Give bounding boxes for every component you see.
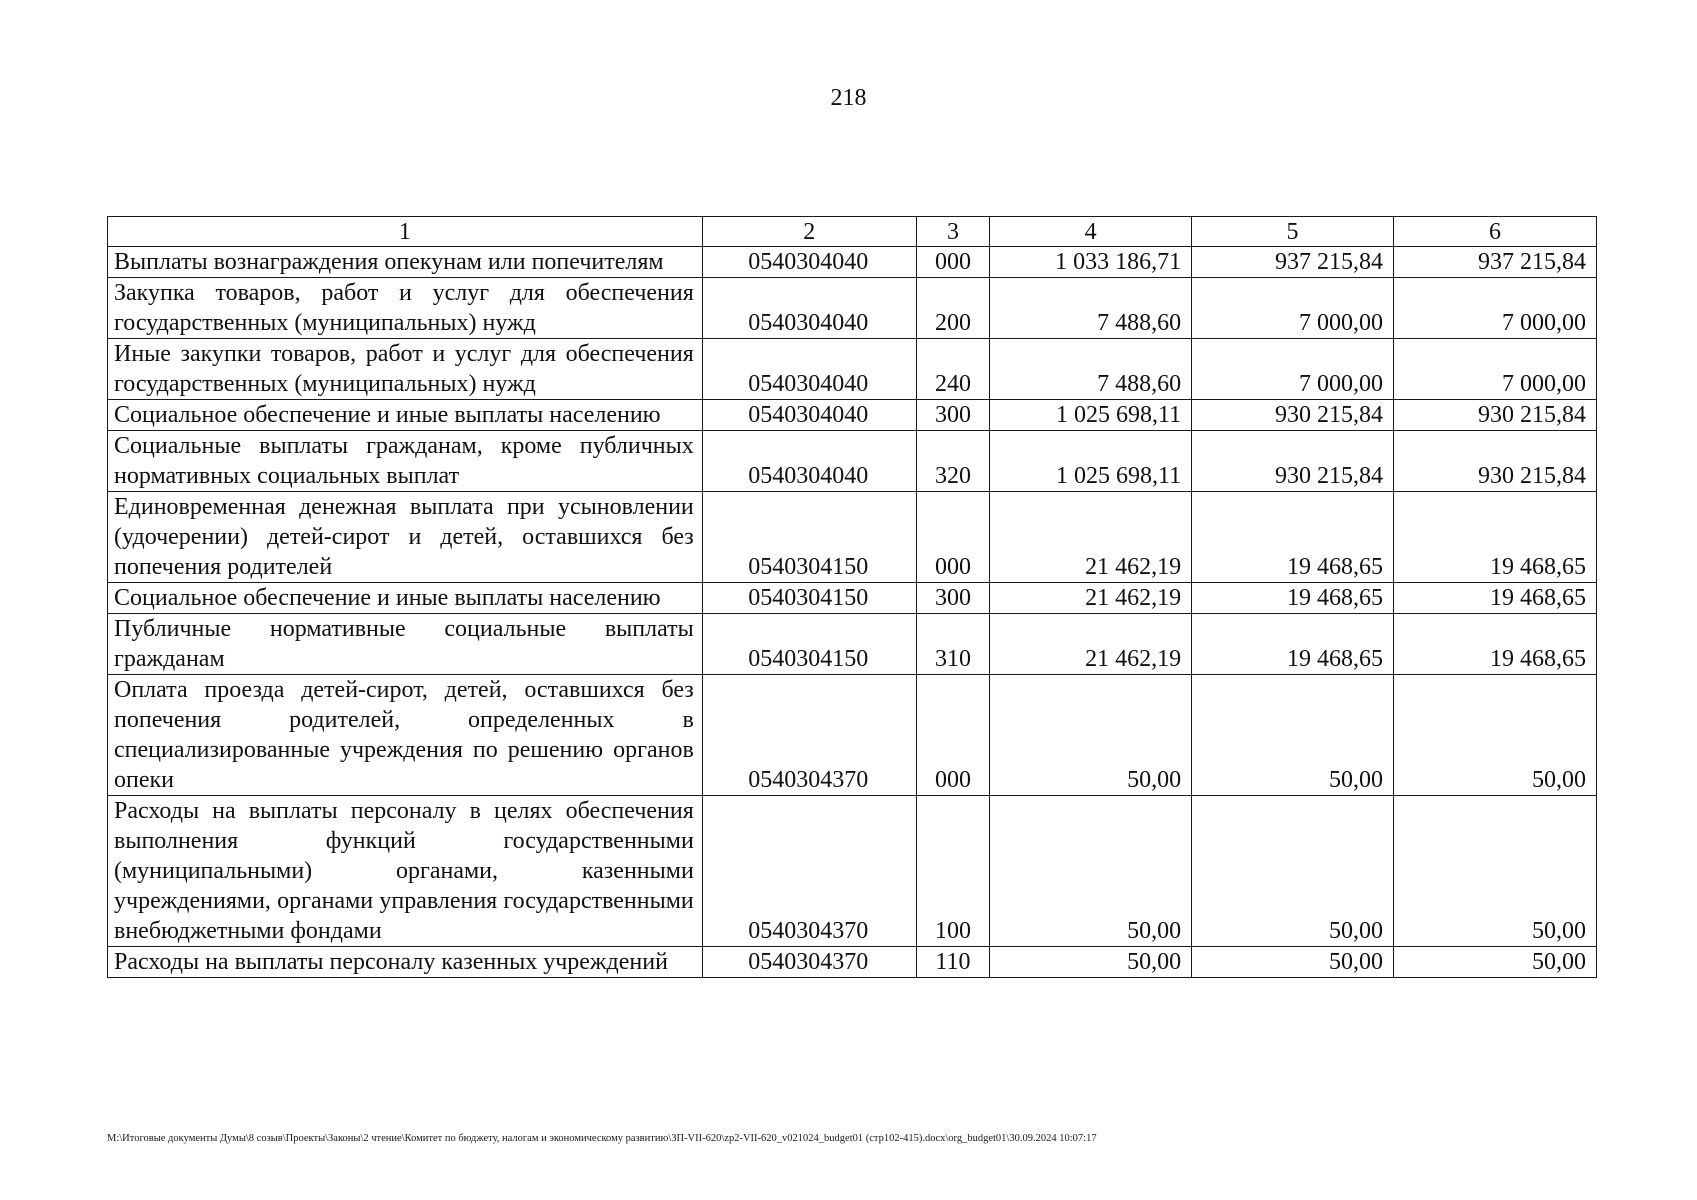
table-row xyxy=(108,431,1597,492)
table-body xyxy=(108,247,1597,978)
row-code-cell: 0540304040 xyxy=(702,339,916,400)
row-value-3-cell: 19 468,65 xyxy=(1394,583,1597,614)
row-value-2-cell: 19 468,65 xyxy=(1192,583,1394,614)
row-value-3-cell: 937 215,84 xyxy=(1394,247,1597,278)
row-value-3-cell: 7 000,00 xyxy=(1394,339,1597,400)
row-type-cell: 320 xyxy=(916,431,989,492)
row-value-2-cell: 19 468,65 xyxy=(1192,614,1394,675)
row-value-1-cell: 50,00 xyxy=(990,947,1192,978)
row-type-cell: 110 xyxy=(916,947,989,978)
row-name-cell: Социальное обеспечение и иные выплаты населению xyxy=(108,400,703,431)
table-row xyxy=(108,278,1597,339)
table-row xyxy=(108,583,1597,614)
row-code-cell: 0540304150 xyxy=(702,614,916,675)
table-row xyxy=(108,492,1597,583)
row-code-cell: 0540304040 xyxy=(702,278,916,339)
row-type-cell: 310 xyxy=(916,614,989,675)
row-value-1-cell: 50,00 xyxy=(990,675,1192,796)
row-value-3-cell: 930 215,84 xyxy=(1394,431,1597,492)
row-type-cell: 240 xyxy=(916,339,989,400)
row-value-1-cell: 50,00 xyxy=(990,796,1192,947)
row-value-3-cell: 19 468,65 xyxy=(1394,492,1597,583)
row-value-3-cell: 50,00 xyxy=(1394,675,1597,796)
row-name-cell: Выплаты вознаграждения опекунам или попечителям xyxy=(108,247,703,278)
column-header: 2 xyxy=(702,217,916,247)
row-type-cell: 000 xyxy=(916,675,989,796)
row-value-1-cell: 1 025 698,11 xyxy=(990,431,1192,492)
row-name-cell: Социальное обеспечение и иные выплаты населению xyxy=(108,583,703,614)
row-code-cell: 0540304370 xyxy=(702,675,916,796)
column-header: 6 xyxy=(1394,217,1597,247)
row-value-2-cell: 50,00 xyxy=(1192,796,1394,947)
table-row xyxy=(108,675,1597,796)
table-header-row xyxy=(108,217,1597,247)
row-value-1-cell: 1 025 698,11 xyxy=(990,400,1192,431)
column-header: 5 xyxy=(1192,217,1394,247)
row-type-cell: 200 xyxy=(916,278,989,339)
table-row xyxy=(108,400,1597,431)
column-header: 1 xyxy=(108,217,703,247)
row-code-cell: 0540304040 xyxy=(702,431,916,492)
column-header: 4 xyxy=(990,217,1192,247)
table-row xyxy=(108,796,1597,947)
row-type-cell: 300 xyxy=(916,583,989,614)
row-value-3-cell: 50,00 xyxy=(1394,796,1597,947)
row-value-3-cell: 19 468,65 xyxy=(1394,614,1597,675)
row-value-1-cell: 1 033 186,71 xyxy=(990,247,1192,278)
row-value-2-cell: 7 000,00 xyxy=(1192,278,1394,339)
table-row xyxy=(108,339,1597,400)
budget-table xyxy=(107,216,1597,978)
row-value-2-cell: 19 468,65 xyxy=(1192,492,1394,583)
row-code-cell: 0540304150 xyxy=(702,583,916,614)
row-value-2-cell: 937 215,84 xyxy=(1192,247,1394,278)
table-row xyxy=(108,614,1597,675)
row-name-cell: Расходы на выплаты персоналу в целях обеспечения выполнения функций государственными (муниципальными) органами, казенными учреждениями, органами управления государственными внебюджетными фондами xyxy=(108,796,703,947)
row-value-2-cell: 930 215,84 xyxy=(1192,431,1394,492)
row-value-3-cell: 7 000,00 xyxy=(1394,278,1597,339)
row-code-cell: 0540304370 xyxy=(702,796,916,947)
row-value-3-cell: 930 215,84 xyxy=(1394,400,1597,431)
row-name-cell: Социальные выплаты гражданам, кроме публичных нормативных социальных выплат xyxy=(108,431,703,492)
row-value-1-cell: 21 462,19 xyxy=(990,583,1192,614)
row-name-cell: Оплата проезда детей-сирот, детей, оставшихся без попечения родителей, определенных в специализированные учреждения по решению органов опеки xyxy=(108,675,703,796)
column-header: 3 xyxy=(916,217,989,247)
row-type-cell: 000 xyxy=(916,247,989,278)
row-code-cell: 0540304040 xyxy=(702,247,916,278)
row-value-1-cell: 21 462,19 xyxy=(990,492,1192,583)
row-value-2-cell: 7 000,00 xyxy=(1192,339,1394,400)
row-value-2-cell: 930 215,84 xyxy=(1192,400,1394,431)
row-value-1-cell: 21 462,19 xyxy=(990,614,1192,675)
row-name-cell: Расходы на выплаты персоналу казенных учреждений xyxy=(108,947,703,978)
row-code-cell: 0540304370 xyxy=(702,947,916,978)
row-name-cell: Закупка товаров, работ и услуг для обеспечения государственных (муниципальных) нужд xyxy=(108,278,703,339)
row-value-3-cell: 50,00 xyxy=(1394,947,1597,978)
row-value-2-cell: 50,00 xyxy=(1192,675,1394,796)
row-name-cell: Иные закупки товаров, работ и услуг для обеспечения государственных (муниципальных) нужд xyxy=(108,339,703,400)
row-value-1-cell: 7 488,60 xyxy=(990,339,1192,400)
row-type-cell: 300 xyxy=(916,400,989,431)
row-code-cell: 0540304040 xyxy=(702,400,916,431)
row-type-cell: 000 xyxy=(916,492,989,583)
row-type-cell: 100 xyxy=(916,796,989,947)
row-value-1-cell: 7 488,60 xyxy=(990,278,1192,339)
row-value-2-cell: 50,00 xyxy=(1192,947,1394,978)
table-row xyxy=(108,947,1597,978)
row-name-cell: Публичные нормативные социальные выплаты гражданам xyxy=(108,614,703,675)
footer-file-path: M:\Итоговые документы Думы\8 созыв\Проекты\Законы\2 чтение\Комитет по бюджету, налогам и экономическому развитию\ЗП-VII-620\zp2-VII-620_v021024_budget01 (стр102-415).docx\org_budget01\30.09.2024 10:07:17 xyxy=(107,1133,1097,1144)
table-row xyxy=(108,247,1597,278)
row-name-cell: Единовременная денежная выплата при усыновлении (удочерении) детей-сирот и детей, оставшихся без попечения родителей xyxy=(108,492,703,583)
page-number: 218 xyxy=(830,85,867,111)
row-code-cell: 0540304150 xyxy=(702,492,916,583)
